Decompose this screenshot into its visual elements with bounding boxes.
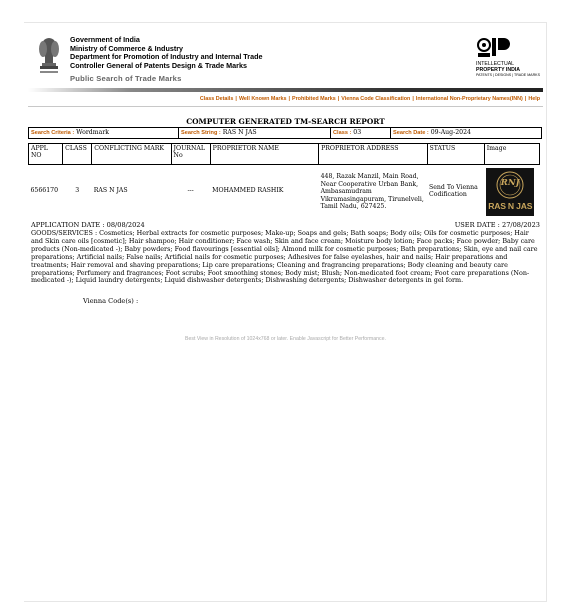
search-criteria-row [28, 127, 542, 139]
vienna-codes: Vienna Code(s) : [83, 297, 139, 305]
header-bar [28, 88, 543, 92]
top-nav: Class Details | Well Known Marks | Prohibited Marks | Vienna Code Classification | International Non-Proprietary Names(INN) | Help [199, 96, 540, 102]
application-date: APPLICATION DATE : 08/08/2024 [31, 221, 145, 229]
user-date: USER DATE : 27/08/2023 [454, 221, 540, 229]
gov-line-1: Government of India [70, 35, 140, 44]
goods-services: GOODS/SERVICES : Cosmetics; Herbal extracts for cosmetic purposes; Make-up; Soaps and gels; Bath soaps; Body oils; Oils for cosmetic purposes; Hair and Skin care oils [cosmetic]; Hair shampoo; Hair conditioner; Face wash; Skin and face cream; Moisture body lotion; Face packs; Face powder; Baby care products (Non-medicated -); Baby powders; Food flavourings [essential oils]; Almond milk for cosmetic purposes; Bath preparations; Skin, eye and nail care preparations; Artificial nails; False nails; Artificial nails for cosmetic purposes; Adhesives for false eyelashes, hair and nails; Hair preparations and treatments; Hair removal and shaving preparations; Lip care preparations; Cleaning and fragrancing preparations; Body cleaning and beauty care preparations; Perfumery and fragrances; Foot scrubs; Foot smoothing stones; Body mist; Blush; Non-medicated foot cream; Foot care preparations (Non-medicated -); Liquid laundry detergents; Liquid dishwasher detergents; Dishwashing detergents; Dishwasher detergents in gel form. [31, 229, 538, 285]
string-label: Search String : [181, 130, 221, 136]
col-class: CLASS [63, 144, 92, 165]
date-value: 09-Aug-2024 [428, 129, 471, 136]
date-cell [391, 128, 541, 138]
site-header [28, 34, 543, 86]
cell-address: 448, Razak Manzil, Main Road, Near Cooperative Urban Bank, Ambasamudram Vikramasingapuram, Tirunelveli, Tamil Nadu, 627425. [320, 173, 424, 211]
criteria-value: Wordmark [74, 129, 110, 136]
cell-journal: --- [187, 187, 194, 195]
page-border [24, 22, 547, 602]
ip-line-2: PROPERTY INDIA [476, 66, 521, 73]
class-cell [331, 128, 391, 138]
col-proprietor-address: PROPRIETOR ADDRESS [319, 144, 427, 165]
col-appl-no: APPL NO [29, 144, 63, 165]
report-title: COMPUTER GENERATED TM-SEARCH REPORT [186, 117, 385, 126]
ip-india-icon [474, 36, 514, 60]
gov-line-4: Controller General of Patents Design & Trade Marks [70, 60, 247, 70]
nav-class-details[interactable]: Class Details [199, 96, 234, 102]
cell-class: 3 [75, 187, 80, 195]
col-status: STATUS [427, 144, 484, 165]
nav-help[interactable]: Help [528, 96, 540, 102]
criteria-label: Search Criteria : [31, 130, 75, 136]
col-conflicting-mark: CONFLICTING MARK [92, 144, 171, 165]
ip-line-1: INTELLECTUAL [476, 61, 515, 67]
cell-image [484, 165, 539, 218]
table-row [29, 165, 540, 218]
nav-divider [28, 106, 543, 107]
cell-proprietor: MOHAMMED RASHIK [212, 187, 284, 195]
date-label: Search Date : [393, 130, 429, 136]
class-label: Class : [333, 130, 352, 136]
ip-india-text [476, 62, 540, 79]
cell-appl-no[interactable]: 6566170 [30, 187, 59, 195]
ip-india-logo [474, 36, 538, 80]
trademark-logo-word: RAS N JAS [488, 201, 533, 211]
col-image: Image [484, 144, 539, 165]
gov-line-2: Ministry of Commerce & Industry [70, 43, 184, 53]
national-emblem-icon [36, 36, 62, 76]
col-proprietor-name: PROPRIETOR NAME [210, 144, 318, 165]
nav-inn[interactable]: International Non-Proprietary Names(INN) [415, 96, 523, 102]
string-value: RAS N JAS [220, 129, 257, 136]
cell-mark: RAS N JAS [93, 187, 128, 195]
gov-line-3: Department for Promotion of Industry and Internal Trade [70, 52, 263, 62]
nav-vienna-code[interactable]: Vienna Code Classification [341, 96, 411, 102]
col-journal-no: JOURNAL No [171, 144, 210, 165]
table-header-row [29, 144, 540, 165]
trademark-logo [486, 168, 534, 216]
footer-note: Best View in Resolution of 1024x768 or later. Enable Javascript for Better Performance. [185, 336, 386, 342]
nav-well-known-marks[interactable]: Well Known Marks [238, 96, 287, 102]
cell-status: Send To Vienna Codification [429, 183, 478, 198]
nav-prohibited-marks[interactable]: Prohibited Marks [291, 96, 336, 102]
ip-line-3: PATENTS | DESIGNS | TRADE MARKS [476, 73, 540, 78]
criteria-cell [29, 128, 179, 138]
string-cell [179, 128, 331, 138]
government-title [70, 36, 262, 70]
results-table [28, 143, 540, 217]
public-search-title: Public Search of Trade Marks [70, 74, 182, 83]
trademark-monogram: RNJ [500, 178, 520, 188]
class-value: 03 [351, 129, 362, 136]
